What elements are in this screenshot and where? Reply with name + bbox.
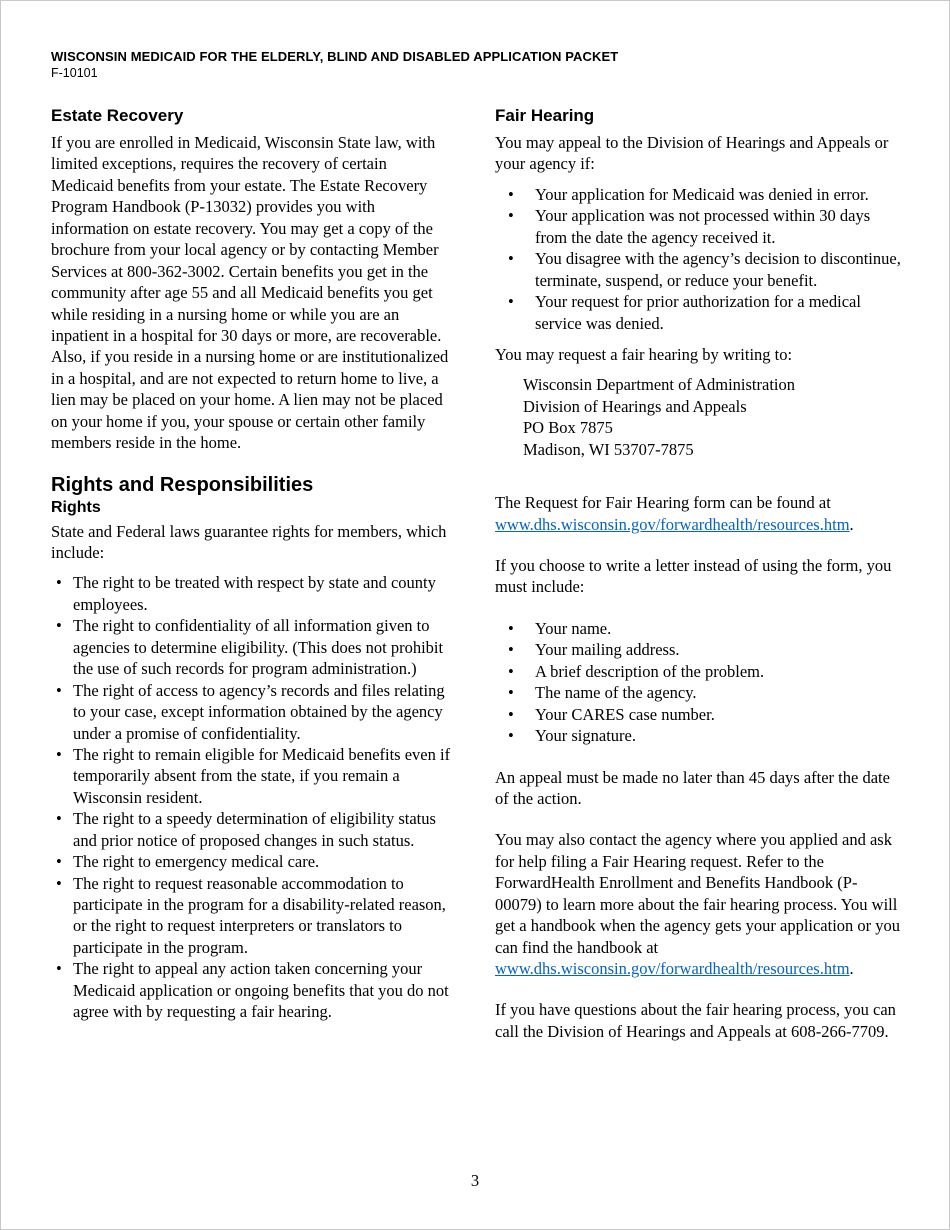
heading-rights-and-responsibilities: Rights and Responsibilities — [51, 473, 314, 496]
heading-fair-hearing: Fair Hearing — [495, 106, 595, 125]
paragraph-text: You may also contact the agency where you applied and ask for help filing a Fair Hearing request. Refer to the ForwardHealth Enrollment and Benefits Handbook (P-00079) to learn more about the fair hearing process. You will get a handbook when the agency gets your application or you can find the handbook at — [495, 830, 901, 957]
address-line: Wisconsin Department of Administration — [523, 375, 796, 395]
fair-hearing-intro: You may appeal to the Division of Hearings and Appeals or your agency if: — [495, 133, 889, 174]
list-item: • A brief description of the problem. — [495, 661, 903, 682]
fair-hearing-form-paragraph — [495, 492, 903, 535]
rights-bullet-list — [51, 572, 451, 1022]
list-item: • The right to a speedy determination of eligibility status and prior notice of proposed changes in such status. — [51, 808, 451, 851]
forwardhealth-resources-link[interactable]: www.dhs.wisconsin.gov/forwardhealth/resources.htm — [495, 959, 850, 978]
two-column-layout — [51, 106, 901, 1062]
paragraph-text: . — [849, 514, 854, 534]
list-item: • The right to be treated with respect by state and county employees. — [51, 572, 451, 615]
list-item: • Your application was not processed within 30 days from the date the agency received it. — [495, 205, 903, 248]
document-title: WISCONSIN MEDICAID FOR THE ELDERLY, BLIND AND DISABLED APPLICATION PACKET — [51, 49, 619, 64]
paragraph-text: The Request for Fair Hearing form can be found at — [495, 493, 831, 513]
list-item: • The right to emergency medical care. — [51, 851, 451, 872]
list-item: • Your CARES case number. — [495, 704, 903, 725]
heading-estate-recovery: Estate Recovery — [51, 106, 184, 125]
appeal-deadline: An appeal must be made no later than 45 days after the date of the action. — [495, 767, 890, 808]
list-item: • You disagree with the agency’s decision to discontinue, terminate, suspend, or reduce your benefit. — [495, 248, 903, 291]
page-number: 3 — [470, 1171, 480, 1190]
list-item: • Your name. — [495, 618, 903, 639]
appeal-reasons-list — [495, 184, 903, 334]
list-item: • The right to confidentiality of all information given to agencies to determine eligibility. (This does not prohibit the use of such records for program administration.) — [51, 615, 451, 679]
list-item: • The right to request reasonable accommodation to participate in the program for a disability-related reason, or the right to request interpreters or translators to participate in the program. — [51, 873, 451, 959]
subheading-rights: Rights — [51, 498, 101, 516]
address-line: PO Box 7875 — [523, 418, 613, 438]
paragraph-text: . — [849, 959, 854, 978]
form-number: F-10101 — [51, 66, 98, 80]
list-item: • The name of the agency. — [495, 682, 903, 703]
list-item: • Your signature. — [495, 725, 903, 746]
list-item: • Your mailing address. — [495, 639, 903, 660]
fair-hearing-request-intro: You may request a fair hearing by writing to: — [495, 344, 793, 364]
rights-intro: State and Federal laws guarantee rights for members, which include: — [51, 521, 447, 562]
contact-help-paragraph — [495, 829, 903, 979]
list-item: • The right to remain eligible for Medicaid benefits even if temporarily absent from the state, if you remain a Wisconsin resident. — [51, 744, 451, 808]
document-header — [51, 49, 901, 80]
list-item: • Your request for prior authorization for a medical service was denied. — [495, 291, 903, 334]
right-column — [495, 106, 903, 1062]
left-column — [51, 106, 451, 1062]
estate-recovery-body: If you are enrolled in Medicaid, Wisconsin State law, with limited exceptions, requires the recovery of certain Medicaid benefits from your estate. The Estate Recovery Program Handbook (P-13032) provides you with information on estate recovery. You may get a copy of the brochure from your local agency or by contacting Member Services at 800-362-3002. Certain benefits you get in the community after age 55 and all Medicaid benefits you get while residing in a nursing home or while you are an inpatient in a hospital for 30 days or more, are recoverable. Also, if you reside in a nursing home or are institutionalized in a hospital, and are not expected to return home to live, a lien may be placed on your home. A lien may not be placed on your home if you, your spouse or certain other family members reside in the home. — [51, 133, 449, 453]
fair-hearing-questions: If you have questions about the fair hearing process, you can call the Division of Hearings and Appeals at 608-266-7709. — [495, 1000, 896, 1041]
list-item: • Your application for Medicaid was denied in error. — [495, 184, 903, 205]
list-item: • The right of access to agency’s records and files relating to your case, except information obtained by the agency under a promise of confidentiality. — [51, 680, 451, 744]
mailing-address-block — [523, 374, 903, 460]
letter-items-list — [495, 618, 903, 747]
list-item: • The right to appeal any action taken concerning your Medicaid application or ongoing benefits that you do not agree with by requesting a fair hearing. — [51, 958, 451, 1022]
address-line: Madison, WI 53707-7875 — [523, 439, 694, 459]
address-line: Division of Hearings and Appeals — [523, 396, 747, 416]
letter-intro: If you choose to write a letter instead of using the form, you must include: — [495, 556, 892, 597]
forwardhealth-resources-link[interactable]: www.dhs.wisconsin.gov/forwardhealth/resources.htm — [495, 514, 850, 534]
page-footer — [1, 1171, 949, 1191]
spacer — [495, 460, 903, 492]
